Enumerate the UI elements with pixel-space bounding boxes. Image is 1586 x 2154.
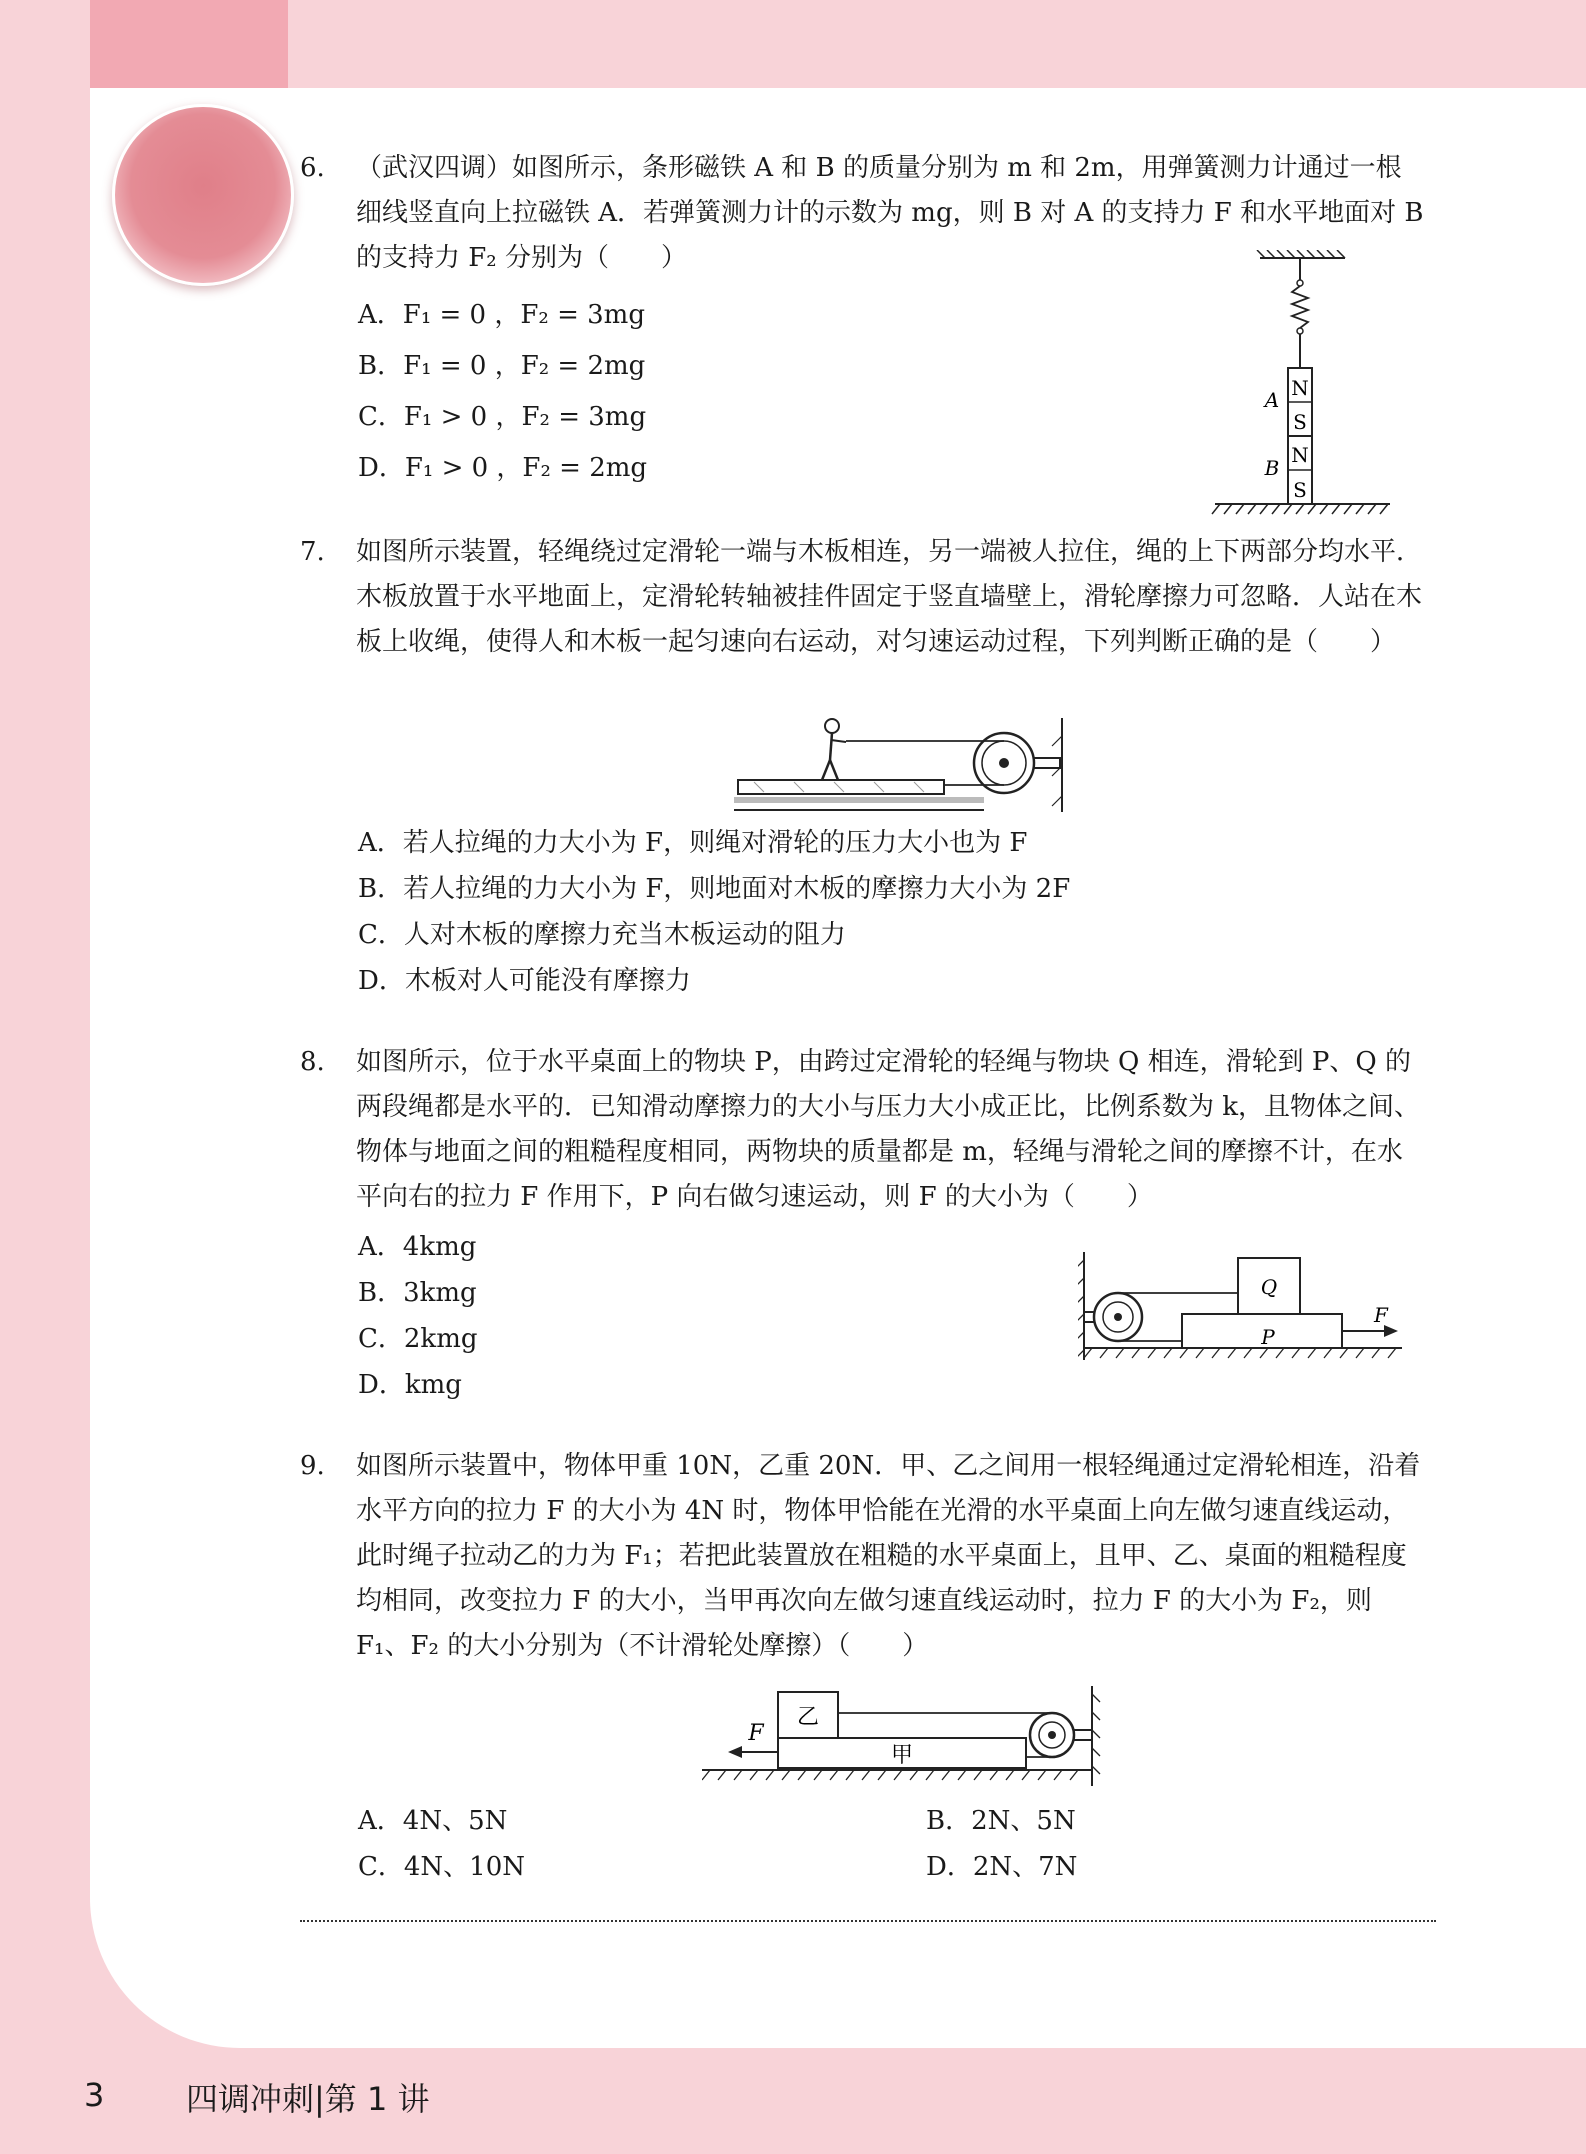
option-d: D．2N、7N bbox=[926, 1852, 1078, 1882]
option-a: A．4N、5N bbox=[358, 1806, 508, 1836]
magnet-figure bbox=[1210, 250, 1400, 520]
option-a: A．4kmg bbox=[358, 1232, 477, 1262]
option-c: C．F₁ > 0 ，F₂ = 3mg bbox=[358, 402, 647, 432]
question-7 bbox=[300, 530, 1430, 710]
page-number: 3 bbox=[84, 2076, 105, 2114]
option-b: B．F₁ = 0 ，F₂ = 2mg bbox=[358, 351, 646, 381]
option-b: B．3kmg bbox=[358, 1278, 477, 1308]
option-a: A．若人拉绳的力大小为 F，则绳对滑轮的压力大小也为 F bbox=[358, 828, 1028, 858]
label-f: F bbox=[748, 1721, 764, 1746]
blocks-pq-figure bbox=[1078, 1250, 1408, 1370]
left-band bbox=[0, 0, 90, 2060]
option-c: C．2kmg bbox=[358, 1324, 478, 1354]
question-number: 7. bbox=[300, 537, 325, 567]
label-q: Q bbox=[1260, 1275, 1278, 1299]
label-p: P bbox=[1261, 1325, 1275, 1349]
option-d: D．木板对人可能没有摩擦力 bbox=[358, 966, 691, 996]
label-s2: S bbox=[1293, 478, 1307, 502]
question-text: 如图所示装置，轻绳绕过定滑轮一端与木板相连，另一端被人拉住，绳的上下两部分均水平．木板放置于水平地面上，定滑轮转轴被挂件固定于竖直墙壁上，滑轮摩擦力可忽略．人站在木板上收绳，使得人和木板一起匀速向右运动，对匀速运动过程，下列判断正确的是（ ） bbox=[356, 537, 1423, 657]
question-text: （武汉四调）如图所示，条形磁铁 A 和 B 的质量分别为 m 和 2m，用弹簧测力计通过一根细线竖直向上拉磁铁 A．若弹簧测力计的示数为 mg，则 B 对 A 的支持力 F 和水平地面对 B 的支持力 F₂ 分别为（ ） bbox=[356, 153, 1424, 273]
option-d: D．kmg bbox=[358, 1370, 462, 1400]
label-n1: N bbox=[1291, 376, 1309, 400]
question-number: 8. bbox=[300, 1047, 325, 1077]
option-b: B．2N、5N bbox=[926, 1806, 1076, 1836]
label-yi: 乙 bbox=[796, 1705, 820, 1730]
option-c: C．4N、10N bbox=[358, 1852, 526, 1882]
label-n2: N bbox=[1291, 443, 1309, 467]
footer-title: 四调冲刺|第 1 讲 bbox=[186, 2080, 430, 2118]
label-a: A bbox=[1264, 388, 1280, 412]
question-number: 6. bbox=[300, 153, 325, 183]
blocks-jia-yi-figure bbox=[702, 1684, 1102, 1790]
label-jia: 甲 bbox=[890, 1743, 914, 1768]
label-f: F bbox=[1374, 1303, 1388, 1327]
dotted-divider bbox=[300, 1920, 1436, 1922]
pulley-person-figure bbox=[734, 716, 1064, 816]
option-d: D．F₁ > 0 ，F₂ = 2mg bbox=[358, 453, 648, 483]
question-text: 如图所示装置中，物体甲重 10N，乙重 20N．甲、乙之间用一根轻绳通过定滑轮相连，沿着水平方向的拉力 F 的大小为 4N 时，物体甲恰能在光滑的水平桌面上向左做匀速直线运动，此时绳子拉动乙的力为 F₁；若把此装置放在粗糙的水平桌面上，且甲、乙、桌面的粗糙程度均相同，改变拉力 F 的大小，当甲再次向左做匀速直线运动时，拉力 F 的大小为 F₂，则 F₁、F₂ 的大小分别为（不计滑轮处摩擦）（ ） bbox=[356, 1451, 1421, 1661]
decorative-circle bbox=[112, 104, 294, 286]
option-c: C．人对木板的摩擦力充当木板运动的阻力 bbox=[358, 920, 846, 950]
question-number: 9. bbox=[300, 1451, 325, 1481]
question-9 bbox=[300, 1444, 1430, 1674]
label-b: B bbox=[1264, 456, 1280, 480]
question-8 bbox=[300, 1040, 1430, 1220]
option-b: B．若人拉绳的力大小为 F，则地面对木板的摩擦力大小为 2F bbox=[358, 874, 1071, 904]
option-a: A．F₁ = 0 ，F₂ = 3mg bbox=[358, 300, 645, 330]
label-s1: S bbox=[1293, 410, 1307, 434]
question-text: 如图所示，位于水平桌面上的物块 P，由跨过定滑轮的轻绳与物块 Q 相连，滑轮到 P、Q 的两段绳都是水平的．已知滑动摩擦力的大小与压力大小成正比，比例系数为 k，且物体之间、物体与地面之间的粗糙程度相同，两物块的质量都是 m，轻绳与滑轮之间的摩擦不计，在水平向右的拉力 F 作用下，P 向右做匀速运动，则 F 的大小为（ ） bbox=[356, 1047, 1421, 1212]
